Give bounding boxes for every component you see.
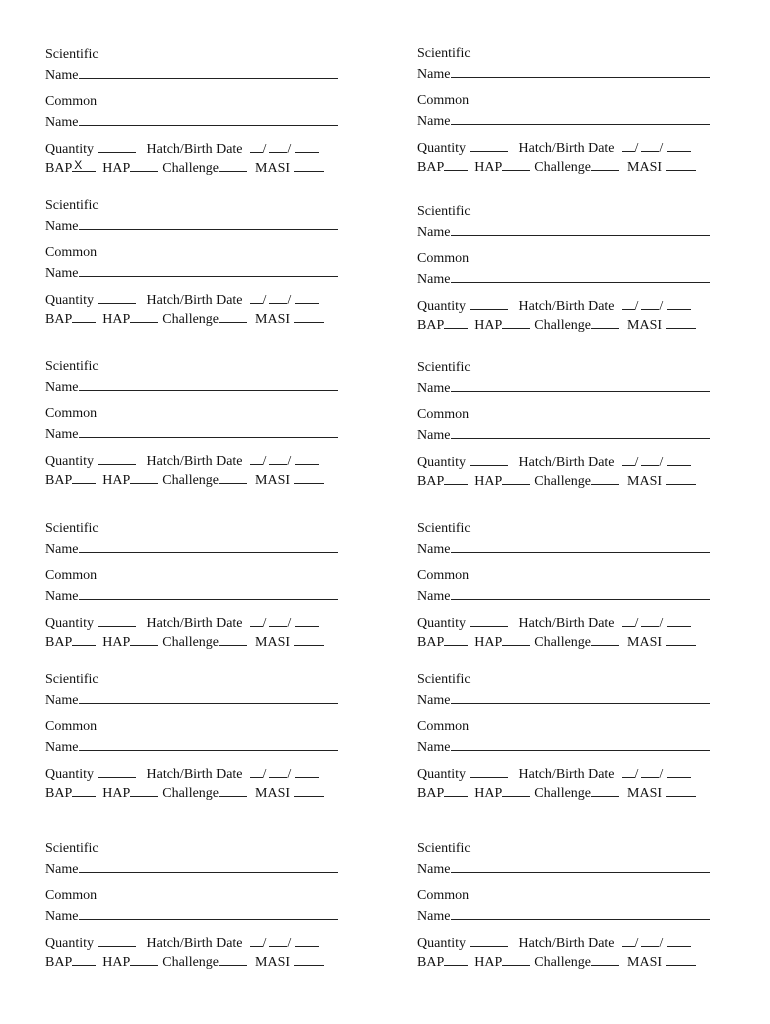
hatch-birth-date-label: Hatch/Birth Date bbox=[146, 293, 243, 308]
hap-label: HAP bbox=[102, 473, 131, 488]
bap-label: BAP bbox=[417, 786, 445, 801]
date-day-blank[interactable] bbox=[641, 452, 659, 466]
masi-label: MASI bbox=[255, 473, 291, 488]
masi-blank[interactable] bbox=[666, 952, 696, 966]
challenge-blank[interactable] bbox=[591, 157, 619, 171]
date-day-blank[interactable] bbox=[269, 613, 287, 627]
scientific-name-blank[interactable] bbox=[451, 690, 710, 704]
scientific-label: Scientific bbox=[45, 672, 99, 687]
date-month-blank[interactable] bbox=[250, 451, 263, 465]
program-row bbox=[45, 158, 324, 176]
challenge-label: Challenge bbox=[534, 474, 592, 489]
hatch-birth-date-label: Hatch/Birth Date bbox=[146, 616, 243, 631]
hatch-birth-date-label: Hatch/Birth Date bbox=[146, 454, 243, 469]
quantity-label: Quantity bbox=[45, 936, 94, 951]
program-row bbox=[417, 315, 696, 333]
common-label: Common bbox=[417, 93, 470, 108]
common-label: Common bbox=[417, 888, 470, 903]
masi-blank[interactable] bbox=[294, 632, 324, 646]
hatch-birth-date-label: Hatch/Birth Date bbox=[518, 616, 615, 631]
quantity-blank[interactable] bbox=[470, 613, 508, 627]
masi-label: MASI bbox=[627, 474, 663, 489]
hap-blank[interactable] bbox=[130, 158, 158, 172]
quantity-date-row: Quantity Hatch/Birth Date / / bbox=[45, 933, 319, 951]
challenge-blank[interactable] bbox=[591, 632, 619, 646]
masi-blank[interactable] bbox=[294, 158, 324, 172]
scientific-label: Scientific bbox=[417, 841, 471, 856]
scientific-name-blank[interactable] bbox=[79, 377, 338, 391]
common-name-field[interactable]: Name bbox=[45, 424, 338, 442]
masi-blank[interactable] bbox=[666, 471, 696, 485]
date-year-blank[interactable] bbox=[295, 764, 319, 778]
common-name-field[interactable]: Name bbox=[417, 906, 710, 924]
common-label: Common bbox=[417, 407, 470, 422]
bap-label: BAP bbox=[417, 160, 445, 175]
scientific-name-blank[interactable] bbox=[79, 65, 338, 79]
scientific-name-field[interactable]: Name bbox=[45, 65, 338, 83]
masi-label: MASI bbox=[627, 955, 663, 970]
hap-blank[interactable] bbox=[130, 783, 158, 797]
quantity-blank[interactable] bbox=[98, 451, 136, 465]
challenge-blank[interactable] bbox=[219, 158, 247, 172]
bap-blank[interactable] bbox=[72, 470, 96, 484]
scientific-name-blank[interactable] bbox=[451, 539, 710, 553]
quantity-label: Quantity bbox=[417, 616, 466, 631]
quantity-date-row: Quantity Hatch/Birth Date / / bbox=[417, 138, 691, 156]
date-month-blank[interactable] bbox=[622, 764, 635, 778]
scientific-label: Scientific bbox=[45, 359, 99, 374]
scientific-name-blank[interactable] bbox=[79, 216, 338, 230]
scientific-name-blank[interactable] bbox=[451, 859, 710, 873]
scientific-name-field[interactable]: Name bbox=[417, 539, 710, 557]
scientific-label: Scientific bbox=[417, 360, 471, 375]
quantity-blank[interactable] bbox=[98, 613, 136, 627]
common-name-blank[interactable] bbox=[451, 586, 710, 600]
scientific-name-blank[interactable] bbox=[451, 378, 710, 392]
quantity-blank[interactable] bbox=[98, 290, 136, 304]
hatch-birth-date-label: Hatch/Birth Date bbox=[518, 141, 615, 156]
hap-label: HAP bbox=[102, 161, 131, 176]
common-name-blank[interactable] bbox=[451, 425, 710, 439]
bap-label: BAP bbox=[45, 161, 73, 176]
challenge-label: Challenge bbox=[534, 318, 592, 333]
common-name-field[interactable]: Name bbox=[45, 737, 338, 755]
bap-blank[interactable] bbox=[72, 952, 96, 966]
challenge-blank[interactable] bbox=[219, 952, 247, 966]
program-row bbox=[45, 952, 324, 970]
scientific-name-blank[interactable] bbox=[79, 690, 338, 704]
masi-blank[interactable] bbox=[294, 952, 324, 966]
common-name-field[interactable]: Name bbox=[45, 906, 338, 924]
masi-label: MASI bbox=[255, 955, 291, 970]
scientific-name-field[interactable]: Name bbox=[417, 222, 710, 240]
hap-blank[interactable] bbox=[502, 952, 530, 966]
program-row bbox=[417, 632, 696, 650]
quantity-label: Quantity bbox=[45, 616, 94, 631]
scientific-name-blank[interactable] bbox=[451, 222, 710, 236]
date-month-blank[interactable] bbox=[622, 933, 635, 947]
date-day-blank[interactable] bbox=[641, 933, 659, 947]
challenge-blank[interactable] bbox=[591, 783, 619, 797]
hap-label: HAP bbox=[102, 786, 131, 801]
quantity-blank[interactable] bbox=[470, 933, 508, 947]
quantity-blank[interactable] bbox=[470, 296, 508, 310]
hatch-birth-date-label: Hatch/Birth Date bbox=[146, 142, 243, 157]
quantity-date-row: Quantity Hatch/Birth Date / / bbox=[45, 139, 319, 157]
common-name-blank[interactable] bbox=[79, 586, 338, 600]
quantity-label: Quantity bbox=[45, 142, 94, 157]
challenge-blank[interactable] bbox=[219, 783, 247, 797]
bap-blank[interactable] bbox=[72, 632, 96, 646]
date-month-blank[interactable] bbox=[622, 613, 635, 627]
scientific-name-blank[interactable] bbox=[451, 64, 710, 78]
bap-label: BAP bbox=[417, 635, 445, 650]
hap-label: HAP bbox=[102, 312, 131, 327]
program-row bbox=[417, 157, 696, 175]
scientific-name-field[interactable]: Name bbox=[417, 690, 710, 708]
scientific-name-field[interactable]: Name bbox=[417, 378, 710, 396]
masi-blank[interactable] bbox=[294, 470, 324, 484]
bap-label: BAP bbox=[417, 955, 445, 970]
date-month-blank[interactable] bbox=[622, 138, 635, 152]
quantity-label: Quantity bbox=[417, 299, 466, 314]
quantity-date-row: Quantity Hatch/Birth Date / / bbox=[45, 764, 319, 782]
masi-label: MASI bbox=[255, 161, 291, 176]
quantity-date-row: Quantity Hatch/Birth Date / / bbox=[45, 613, 319, 631]
masi-blank[interactable] bbox=[666, 315, 696, 329]
scientific-name-blank[interactable] bbox=[79, 539, 338, 553]
hap-blank[interactable] bbox=[130, 632, 158, 646]
common-name-blank[interactable] bbox=[451, 737, 710, 751]
challenge-blank[interactable] bbox=[219, 632, 247, 646]
bap-blank[interactable] bbox=[444, 632, 468, 646]
bap-label: BAP bbox=[45, 786, 73, 801]
date-year-blank[interactable] bbox=[295, 451, 319, 465]
common-label: Common bbox=[417, 719, 470, 734]
hap-blank[interactable] bbox=[502, 632, 530, 646]
common-name-blank[interactable] bbox=[451, 269, 710, 283]
hap-blank[interactable] bbox=[502, 471, 530, 485]
challenge-label: Challenge bbox=[534, 160, 592, 175]
quantity-date-row: Quantity Hatch/Birth Date / / bbox=[417, 613, 691, 631]
quantity-label: Quantity bbox=[45, 293, 94, 308]
hap-label: HAP bbox=[102, 955, 131, 970]
common-name-blank[interactable] bbox=[79, 263, 338, 277]
challenge-label: Challenge bbox=[534, 786, 592, 801]
challenge-label: Challenge bbox=[162, 635, 220, 650]
common-label: Common bbox=[45, 94, 98, 109]
hatch-birth-date-label: Hatch/Birth Date bbox=[518, 299, 615, 314]
bap-blank[interactable] bbox=[72, 158, 96, 172]
date-month-blank[interactable] bbox=[250, 613, 263, 627]
date-year-blank[interactable] bbox=[667, 138, 691, 152]
bap-label: BAP bbox=[45, 473, 73, 488]
quantity-label: Quantity bbox=[417, 141, 466, 156]
date-month-blank[interactable] bbox=[250, 764, 263, 778]
scientific-label: Scientific bbox=[45, 521, 99, 536]
quantity-date-row: Quantity Hatch/Birth Date / / bbox=[45, 290, 319, 308]
date-year-blank[interactable] bbox=[667, 452, 691, 466]
hap-label: HAP bbox=[474, 786, 503, 801]
scientific-name-field[interactable]: Name bbox=[417, 859, 710, 877]
date-year-blank[interactable] bbox=[667, 613, 691, 627]
hatch-birth-date-label: Hatch/Birth Date bbox=[146, 936, 243, 951]
date-month-blank[interactable] bbox=[250, 933, 263, 947]
scientific-name-field[interactable]: Name bbox=[45, 539, 338, 557]
date-day-blank[interactable] bbox=[269, 764, 287, 778]
quantity-blank[interactable] bbox=[470, 138, 508, 152]
common-name-field[interactable]: Name bbox=[45, 586, 338, 604]
masi-blank[interactable] bbox=[666, 632, 696, 646]
quantity-blank[interactable] bbox=[98, 933, 136, 947]
challenge-label: Challenge bbox=[534, 955, 592, 970]
challenge-blank[interactable] bbox=[591, 952, 619, 966]
masi-label: MASI bbox=[255, 635, 291, 650]
quantity-date-row: Quantity Hatch/Birth Date / / bbox=[417, 933, 691, 951]
challenge-label: Challenge bbox=[162, 161, 220, 176]
date-day-blank[interactable] bbox=[269, 451, 287, 465]
common-label: Common bbox=[417, 251, 470, 266]
challenge-blank[interactable] bbox=[219, 470, 247, 484]
date-year-blank[interactable] bbox=[295, 290, 319, 304]
bap-blank[interactable] bbox=[444, 157, 468, 171]
hatch-birth-date-label: Hatch/Birth Date bbox=[518, 936, 615, 951]
common-name-field[interactable]: Name bbox=[417, 425, 710, 443]
common-name-field[interactable]: Name bbox=[45, 112, 338, 130]
quantity-blank[interactable] bbox=[98, 139, 136, 153]
hap-blank[interactable] bbox=[130, 952, 158, 966]
date-month-blank[interactable] bbox=[622, 296, 635, 310]
masi-label: MASI bbox=[255, 312, 291, 327]
program-row bbox=[45, 783, 324, 801]
common-label: Common bbox=[417, 568, 470, 583]
masi-label: MASI bbox=[627, 160, 663, 175]
scientific-label: Scientific bbox=[45, 841, 99, 856]
challenge-label: Challenge bbox=[162, 786, 220, 801]
challenge-label: Challenge bbox=[162, 312, 220, 327]
masi-label: MASI bbox=[627, 318, 663, 333]
masi-blank[interactable] bbox=[666, 783, 696, 797]
scientific-name-field[interactable]: Name bbox=[45, 690, 338, 708]
quantity-label: Quantity bbox=[417, 767, 466, 782]
bap-blank[interactable] bbox=[444, 315, 468, 329]
common-name-field[interactable]: Name bbox=[45, 263, 338, 281]
hap-blank[interactable] bbox=[502, 315, 530, 329]
scientific-name-blank[interactable] bbox=[79, 859, 338, 873]
scientific-label: Scientific bbox=[417, 46, 471, 61]
masi-label: MASI bbox=[255, 786, 291, 801]
program-row bbox=[45, 309, 324, 327]
date-month-blank[interactable] bbox=[250, 290, 263, 304]
program-row bbox=[45, 632, 324, 650]
common-name-blank[interactable] bbox=[79, 112, 338, 126]
common-label: Common bbox=[45, 406, 98, 421]
bap-blank[interactable] bbox=[444, 952, 468, 966]
quantity-blank[interactable] bbox=[98, 764, 136, 778]
scientific-name-field[interactable]: Name bbox=[45, 859, 338, 877]
hap-blank[interactable] bbox=[502, 783, 530, 797]
common-name-blank[interactable] bbox=[451, 906, 710, 920]
bap-label: BAP bbox=[45, 955, 73, 970]
scientific-name-field[interactable]: Name bbox=[45, 216, 338, 234]
date-day-blank[interactable] bbox=[269, 933, 287, 947]
masi-blank[interactable] bbox=[294, 783, 324, 797]
hap-label: HAP bbox=[474, 955, 503, 970]
scientific-name-field[interactable]: Name bbox=[45, 377, 338, 395]
date-day-blank[interactable] bbox=[641, 138, 659, 152]
bap-blank[interactable] bbox=[72, 783, 96, 797]
scientific-name-field[interactable]: Name bbox=[417, 64, 710, 82]
scientific-label: Scientific bbox=[417, 521, 471, 536]
program-row bbox=[417, 471, 696, 489]
date-month-blank[interactable] bbox=[250, 139, 263, 153]
quantity-label: Quantity bbox=[417, 455, 466, 470]
hap-blank[interactable] bbox=[502, 157, 530, 171]
quantity-blank[interactable] bbox=[470, 764, 508, 778]
scientific-label: Scientific bbox=[45, 47, 99, 62]
quantity-blank[interactable] bbox=[470, 452, 508, 466]
scientific-label: Scientific bbox=[417, 204, 471, 219]
date-day-blank[interactable] bbox=[269, 139, 287, 153]
quantity-label: Quantity bbox=[417, 936, 466, 951]
date-year-blank[interactable] bbox=[667, 764, 691, 778]
common-name-blank[interactable] bbox=[451, 111, 710, 125]
masi-blank[interactable] bbox=[666, 157, 696, 171]
bap-label: BAP bbox=[45, 312, 73, 327]
date-year-blank[interactable] bbox=[295, 613, 319, 627]
date-year-blank[interactable] bbox=[295, 933, 319, 947]
date-year-blank[interactable] bbox=[295, 139, 319, 153]
challenge-blank[interactable] bbox=[591, 315, 619, 329]
bap-label: BAP bbox=[417, 318, 445, 333]
challenge-label: Challenge bbox=[162, 955, 220, 970]
common-label: Common bbox=[45, 888, 98, 903]
quantity-date-row: Quantity Hatch/Birth Date / / bbox=[417, 452, 691, 470]
bap-label: BAP bbox=[45, 635, 73, 650]
hatch-birth-date-label: Hatch/Birth Date bbox=[518, 767, 615, 782]
common-name-field[interactable]: Name bbox=[417, 737, 710, 755]
date-day-blank[interactable] bbox=[641, 764, 659, 778]
hap-blank[interactable] bbox=[130, 309, 158, 323]
challenge-label: Challenge bbox=[162, 473, 220, 488]
date-month-blank[interactable] bbox=[622, 452, 635, 466]
bap-mark: X bbox=[74, 158, 83, 172]
quantity-date-row: Quantity Hatch/Birth Date / / bbox=[45, 451, 319, 469]
scientific-label: Scientific bbox=[45, 198, 99, 213]
quantity-label: Quantity bbox=[45, 454, 94, 469]
hap-label: HAP bbox=[474, 635, 503, 650]
program-row bbox=[417, 783, 696, 801]
bap-blank[interactable] bbox=[444, 783, 468, 797]
program-row bbox=[45, 470, 324, 488]
quantity-date-row: Quantity Hatch/Birth Date / / bbox=[417, 764, 691, 782]
date-day-blank[interactable] bbox=[269, 290, 287, 304]
date-year-blank[interactable] bbox=[667, 933, 691, 947]
hap-label: HAP bbox=[474, 474, 503, 489]
masi-label: MASI bbox=[627, 635, 663, 650]
quantity-label: Quantity bbox=[45, 767, 94, 782]
challenge-blank[interactable] bbox=[591, 471, 619, 485]
scientific-label: Scientific bbox=[417, 672, 471, 687]
challenge-label: Challenge bbox=[534, 635, 592, 650]
hatch-birth-date-label: Hatch/Birth Date bbox=[518, 455, 615, 470]
common-label: Common bbox=[45, 568, 98, 583]
common-name-field[interactable]: Name bbox=[417, 269, 710, 287]
hap-label: HAP bbox=[102, 635, 131, 650]
hap-label: HAP bbox=[474, 318, 503, 333]
masi-blank[interactable] bbox=[294, 309, 324, 323]
hap-label: HAP bbox=[474, 160, 503, 175]
bap-blank[interactable] bbox=[72, 309, 96, 323]
hatch-birth-date-label: Hatch/Birth Date bbox=[146, 767, 243, 782]
bap-label: BAP bbox=[417, 474, 445, 489]
program-row bbox=[417, 952, 696, 970]
common-name-blank[interactable] bbox=[79, 424, 338, 438]
date-year-blank[interactable] bbox=[667, 296, 691, 310]
bap-blank[interactable] bbox=[444, 471, 468, 485]
common-name-blank[interactable] bbox=[79, 737, 338, 751]
masi-label: MASI bbox=[627, 786, 663, 801]
date-day-blank[interactable] bbox=[641, 296, 659, 310]
common-name-field[interactable]: Name bbox=[417, 111, 710, 129]
hap-blank[interactable] bbox=[130, 470, 158, 484]
common-label: Common bbox=[45, 245, 98, 260]
quantity-date-row: Quantity Hatch/Birth Date / / bbox=[417, 296, 691, 314]
date-day-blank[interactable] bbox=[641, 613, 659, 627]
common-name-field[interactable]: Name bbox=[417, 586, 710, 604]
challenge-blank[interactable] bbox=[219, 309, 247, 323]
common-name-blank[interactable] bbox=[79, 906, 338, 920]
common-label: Common bbox=[45, 719, 98, 734]
